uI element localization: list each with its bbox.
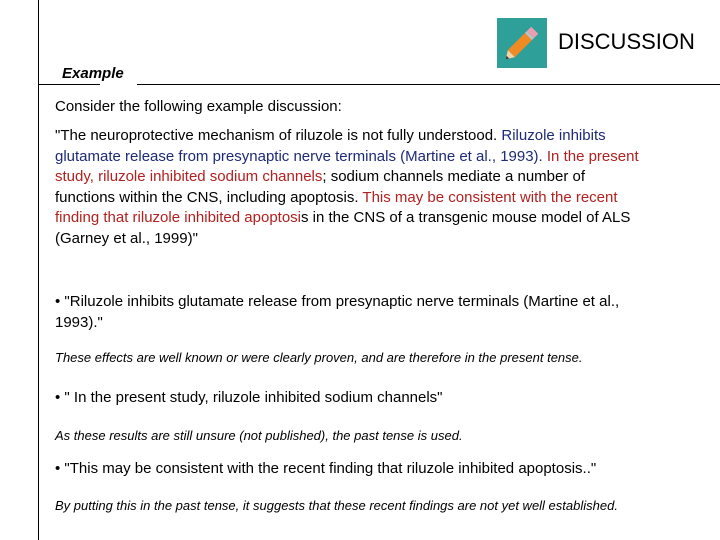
quote-sentence-4-red: This may be consistent with the recent finding that riluzole inhibited apoptosi <box>55 188 618 226</box>
quote-open-mark: " <box>55 127 61 144</box>
bullet-sodium-channels: • " In the present study, riluzole inhibited sodium channels" <box>55 389 443 406</box>
note-present-tense: These effects are well known or were clearly proven, and are therefore in the present tense. <box>55 350 583 365</box>
quote-sentence-1: The neuroprotective mechanism of riluzole is not fully understood. <box>60 127 502 144</box>
page-title: DISCUSSION <box>558 29 695 54</box>
left-border-line <box>38 0 39 540</box>
bullet-riluzole-glutamate: • "Riluzole inhibits glutamate release from presynaptic nerve terminals (Martine et al., 1993)." <box>55 293 620 331</box>
note-not-established: By putting this in the past tense, it suggests that these recent findings are not yet well established. <box>55 498 618 513</box>
intro-text: Consider the following example discussion: <box>55 98 342 115</box>
quote-sentence-4-rest: s in the CNS of a transgenic mouse model of ALS (Garney et al., 1999)" <box>55 209 631 247</box>
bullet-apoptosis: • "This may be consistent with the recent finding that riluzole inhibited apoptosis.." <box>55 460 597 477</box>
quote-sentence-3-red: In the present study, riluzole inhibited sodium channels <box>55 147 639 185</box>
quote-sentence-3-rest: ; sodium channels mediate a number of functions within the CNS, including apoptosis. <box>55 168 586 206</box>
note-past-tense: As these results are still unsure (not published), the past tense is used. <box>55 428 463 443</box>
pencil-icon <box>497 18 547 68</box>
example-subtitle: Example <box>62 65 124 82</box>
header-divider-left <box>38 84 100 85</box>
header-divider-right <box>137 84 720 85</box>
quote-sentence-2-blue: Riluzole inhibits glutamate release from presynaptic nerve terminals (Martine et al., 1993). <box>55 127 606 165</box>
example-quote <box>55 126 645 249</box>
